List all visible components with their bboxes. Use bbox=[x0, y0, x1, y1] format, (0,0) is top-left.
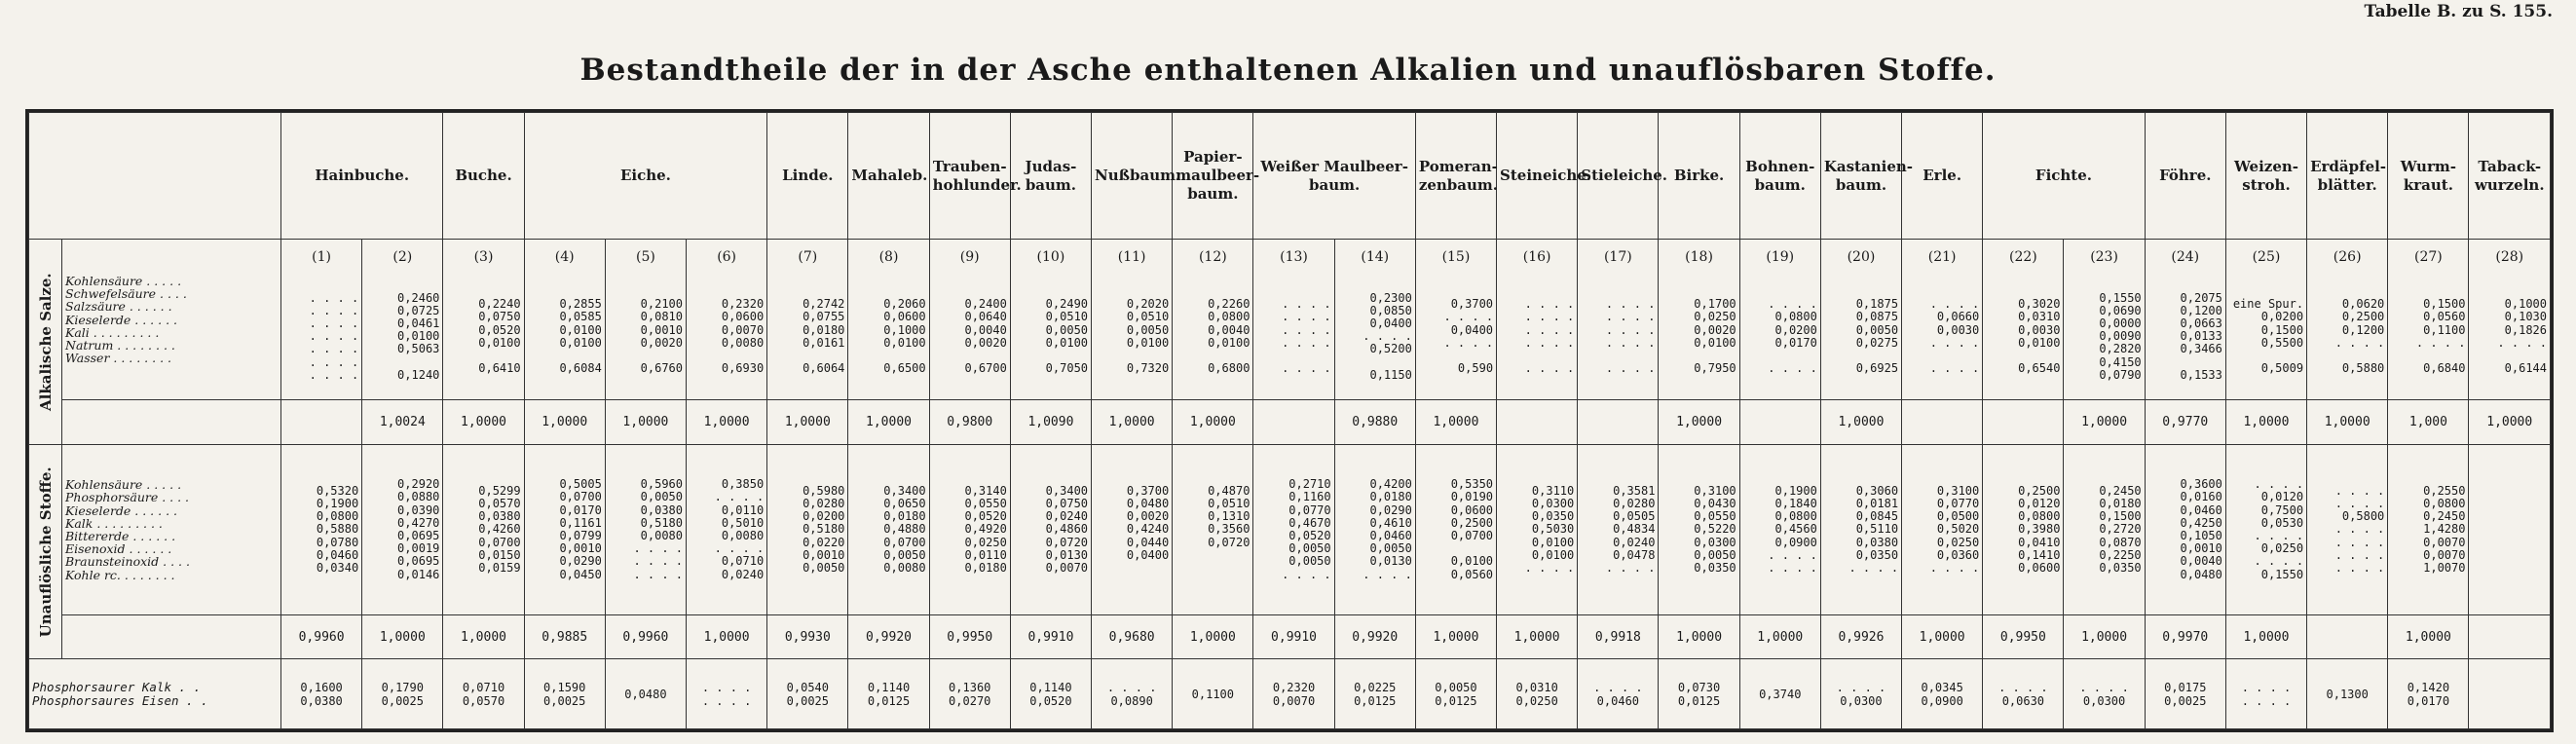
insoluble-sum: 0,9910 bbox=[1253, 614, 1334, 659]
column-header: Taback-wurzeln. bbox=[2469, 113, 2551, 240]
column-number: (26) bbox=[2307, 240, 2388, 275]
soluble-values: 0,3700 . . . . 0,0400 . . . . 0,590 bbox=[1415, 274, 1496, 400]
column-header: Nußbaum. bbox=[1092, 113, 1173, 240]
soluble-sum bbox=[1253, 400, 1334, 445]
insoluble-sum: 0,9920 bbox=[1334, 614, 1415, 659]
insoluble-values: 0,3110 0,0300 0,0350 0,5030 0,0100 0,0100 . . . . bbox=[1497, 445, 1578, 615]
soluble-sum bbox=[1983, 400, 2064, 445]
column-number-row bbox=[29, 240, 2551, 275]
column-header: Wurm-kraut. bbox=[2388, 113, 2469, 240]
soluble-sum: 1,0090 bbox=[1010, 400, 1091, 445]
insoluble-sum: 0,9950 bbox=[929, 614, 1010, 659]
column-number: (14) bbox=[1334, 240, 1415, 275]
column-number: (24) bbox=[2145, 240, 2225, 275]
insoluble-sum: 0,9926 bbox=[1820, 614, 1901, 659]
column-number: (16) bbox=[1497, 240, 1578, 275]
insoluble-values: . . . . 0,0120 0,7500 0,0530 . . . . 0,0250 . . . . 0,1550 bbox=[2225, 445, 2306, 615]
column-number: (27) bbox=[2388, 240, 2469, 275]
soluble-sum-row bbox=[29, 400, 2551, 445]
column-header: Weizen-stroh. bbox=[2225, 113, 2306, 240]
column-header: Kastanien-baum. bbox=[1820, 113, 1901, 240]
phosphate-values: 0,1300 bbox=[2307, 659, 2388, 729]
phosphate-values: 0,0345 0,0900 bbox=[1902, 659, 1983, 729]
phosphate-values: 0,1140 0,0520 bbox=[1010, 659, 1091, 729]
header-row bbox=[29, 113, 2551, 240]
insoluble-values: 0,3100 0,0770 0,0500 0,5020 0,0250 0,0360 . . . . bbox=[1902, 445, 1983, 615]
soluble-values: 0,2855 0,0585 0,0100 0,0100 0,6084 bbox=[524, 274, 605, 400]
soluble-values: 0,2020 0,0510 0,0050 0,0100 0,7320 bbox=[1092, 274, 1173, 400]
column-header: Pomeran-zenbaum. bbox=[1415, 113, 1496, 240]
phosphate-values: 0,1590 0,0025 bbox=[524, 659, 605, 729]
insoluble-sum: 0,9918 bbox=[1578, 614, 1659, 659]
insoluble-sum: 1,0000 bbox=[1415, 614, 1496, 659]
phosphate-values: 0,1140 0,0125 bbox=[848, 659, 929, 729]
column-number: (10) bbox=[1010, 240, 1091, 275]
soluble-sum: 1,0000 bbox=[605, 400, 686, 445]
phosphate-values: 0,0710 0,0570 bbox=[443, 659, 524, 729]
soluble-sum bbox=[281, 400, 362, 445]
column-header: Eiche. bbox=[524, 113, 767, 240]
soluble-sum: 1,0000 bbox=[2469, 400, 2551, 445]
column-header: Linde. bbox=[767, 113, 848, 240]
soluble-sum: 1,0000 bbox=[443, 400, 524, 445]
phosphate-values: 0,0175 0,0025 bbox=[2145, 659, 2225, 729]
soluble-sum bbox=[1739, 400, 1820, 445]
column-number: (4) bbox=[524, 240, 605, 275]
soluble-sum: 1,0000 bbox=[687, 400, 767, 445]
soluble-sum: 1,0024 bbox=[362, 400, 443, 445]
insoluble-sum: 1,0000 bbox=[2064, 614, 2145, 659]
soluble-sum: 1,0000 bbox=[1820, 400, 1901, 445]
insoluble-values: 0,3581 0,0280 0,0505 0,4834 0,0240 0,0478 . . . . bbox=[1578, 445, 1659, 615]
insoluble-sum: 1,0000 bbox=[1659, 614, 1739, 659]
column-number: (7) bbox=[767, 240, 848, 275]
soluble-values: 0,2060 0,0600 0,1000 0,0100 0,6500 bbox=[848, 274, 929, 400]
page-reference: Tabelle B. zu S. 155. bbox=[2364, 2, 2553, 21]
column-number: (1) bbox=[281, 240, 362, 275]
insoluble-values: 0,3700 0,0480 0,0020 0,4240 0,0440 0,0400 bbox=[1092, 445, 1173, 615]
insoluble-sum: 0,9950 bbox=[1983, 614, 2064, 659]
soluble-values: 0,1700 0,0250 0,0020 0,0100 0,7950 bbox=[1659, 274, 1739, 400]
soluble-values: 0,3020 0,0310 0,0030 0,0100 0,6540 bbox=[1983, 274, 2064, 400]
insoluble-values: 0,5005 0,0700 0,0170 0,1161 0,0799 0,0010 0,0290 0,0450 bbox=[524, 445, 605, 615]
insoluble-sum: 1,0000 bbox=[1173, 614, 1253, 659]
insoluble-values: 0,5960 0,0050 0,0380 0,5180 0,0080 . . . . . . . . . . . . bbox=[605, 445, 686, 615]
soluble-component-names: Kohlensäure . . . . . Schwefelsäure . . . . Salzsäure . . . . . . Kieselerde . . . . . . Kali . . . . . . . . . Natrum . . . . . . . . Wasser . . . . . . . . bbox=[62, 240, 281, 400]
soluble-sum: 1,0000 bbox=[2307, 400, 2388, 445]
soluble-sum: 1,0000 bbox=[1092, 400, 1173, 445]
soluble-values: . . . . . . . . . . . . . . . . . . . . . . . . . . . . bbox=[281, 274, 362, 400]
soluble-sum: 1,0000 bbox=[2225, 400, 2306, 445]
soluble-sum: 1,0000 bbox=[2064, 400, 2145, 445]
insoluble-sum: 1,0000 bbox=[362, 614, 443, 659]
soluble-sum: 1,000 bbox=[2388, 400, 2469, 445]
column-header: Steineiche. bbox=[1497, 113, 1578, 240]
soluble-values: 0,1550 0,0690 0,0000 0,0090 0,2820 0,4150 0,0790 bbox=[2064, 274, 2145, 400]
column-header: Föhre. bbox=[2145, 113, 2225, 240]
column-number: (20) bbox=[1820, 240, 1901, 275]
soluble-sum: 0,9800 bbox=[929, 400, 1010, 445]
insoluble-sum-row bbox=[29, 614, 2551, 659]
phosphate-values: 0,1360 0,0270 bbox=[929, 659, 1010, 729]
soluble-values: 0,1875 0,0875 0,0050 0,0275 0,6925 bbox=[1820, 274, 1901, 400]
insoluble-values: 0,5980 0,0280 0,0200 0,5180 0,0220 0,0010 0,0050 bbox=[767, 445, 848, 615]
soluble-values: eine Spur. 0,0200 0,1500 0,5500 0,5009 bbox=[2225, 274, 2306, 400]
column-number: (18) bbox=[1659, 240, 1739, 275]
insoluble-values-row bbox=[29, 445, 2551, 615]
soluble-values: . . . . 0,0800 0,0200 0,0170 . . . . bbox=[1739, 274, 1820, 400]
soluble-sum: 0,9770 bbox=[2145, 400, 2225, 445]
column-header: Hainbuche. bbox=[281, 113, 443, 240]
column-header: Fichte. bbox=[1983, 113, 2145, 240]
phosphate-values: . . . . . . . . bbox=[2225, 659, 2306, 729]
phosphate-values: . . . . . . . . bbox=[687, 659, 767, 729]
soluble-values: 0,1000 0,1030 0,1826 . . . . 0,6144 bbox=[2469, 274, 2551, 400]
soluble-sum bbox=[1497, 400, 1578, 445]
column-number: (28) bbox=[2469, 240, 2551, 275]
insoluble-values bbox=[2469, 445, 2551, 615]
soluble-sum-label bbox=[62, 400, 281, 445]
insoluble-sum: 0,9680 bbox=[1092, 614, 1173, 659]
soluble-sum: 1,0000 bbox=[524, 400, 605, 445]
column-number: (21) bbox=[1902, 240, 1983, 275]
insoluble-values: 0,1900 0,1840 0,0800 0,4560 0,0900 . . . . . . . . bbox=[1739, 445, 1820, 615]
soluble-values: . . . . . . . . . . . . . . . . . . . . bbox=[1497, 274, 1578, 400]
soluble-values: 0,2075 0,1200 0,0663 0,0133 0,3466 0,1533 bbox=[2145, 274, 2225, 400]
insoluble-sum: 0,9960 bbox=[605, 614, 686, 659]
soluble-sum bbox=[1578, 400, 1659, 445]
insoluble-values: 0,5350 0,0190 0,0600 0,2500 0,0700 0,0100 0,0560 bbox=[1415, 445, 1496, 615]
phosphate-values: 0,1100 bbox=[1173, 659, 1253, 729]
phosphate-values: 0,1600 0,0380 bbox=[281, 659, 362, 729]
insoluble-sum: 0,9910 bbox=[1010, 614, 1091, 659]
soluble-values: 0,2742 0,0755 0,0180 0,0161 0,6064 bbox=[767, 274, 848, 400]
insoluble-values: 0,2710 0,1160 0,0770 0,4670 0,0520 0,0050 0,0050 . . . . bbox=[1253, 445, 1334, 615]
insoluble-values: 0,2500 0,0120 0,0800 0,3980 0,0410 0,1410 0,0600 bbox=[1983, 445, 2064, 615]
phosphate-values: . . . . 0,0890 bbox=[1092, 659, 1173, 729]
phosphate-values: 0,1790 0,0025 bbox=[362, 659, 443, 729]
soluble-values: 0,2460 0,0725 0,0461 0,0100 0,5063 0,1240 bbox=[362, 274, 443, 400]
column-number: (12) bbox=[1173, 240, 1253, 275]
soluble-values: 0,2300 0,0850 0,0400 . . . . 0,5200 0,1150 bbox=[1334, 274, 1415, 400]
soluble-values: 0,2260 0,0800 0,0040 0,0100 0,6800 bbox=[1173, 274, 1253, 400]
insoluble-component-names: Kohlensäure . . . . . Phosphorsäure . . . . Kieselerde . . . . . . Kalk . . . . . . . . . Bittererde . . . . . . Eisenoxid . . . . . . Braunsteinoxid . . . . Kohle rc. . . . . . . . bbox=[62, 445, 281, 615]
column-header: Trauben-hohlunder. bbox=[929, 113, 1010, 240]
column-number: (5) bbox=[605, 240, 686, 275]
insoluble-values: 0,3060 0,0181 0,0845 0,5110 0,0380 0,0350 . . . . bbox=[1820, 445, 1901, 615]
soluble-sum: 1,0000 bbox=[848, 400, 929, 445]
insoluble-values: 0,3100 0,0430 0,0550 0,5220 0,0300 0,0050 0,0350 bbox=[1659, 445, 1739, 615]
soluble-sum: 1,0000 bbox=[1659, 400, 1739, 445]
column-header: Weißer Maulbeer-baum. bbox=[1253, 113, 1415, 240]
phosphate-values: . . . . 0,0300 bbox=[1820, 659, 1901, 729]
insoluble-sum: 1,0000 bbox=[1902, 614, 1983, 659]
column-number: (8) bbox=[848, 240, 929, 275]
phosphate-values: 0,0225 0,0125 bbox=[1334, 659, 1415, 729]
column-number: (23) bbox=[2064, 240, 2145, 275]
phosphate-values: 0,0730 0,0125 bbox=[1659, 659, 1739, 729]
soluble-values: 0,2490 0,0510 0,0050 0,0100 0,7050 bbox=[1010, 274, 1091, 400]
soluble-values: . . . . . . . . . . . . . . . . . . . . bbox=[1578, 274, 1659, 400]
soluble-values: 0,2320 0,0600 0,0070 0,0080 0,6930 bbox=[687, 274, 767, 400]
column-number: (11) bbox=[1092, 240, 1173, 275]
insoluble-sum: 0,9970 bbox=[2145, 614, 2225, 659]
insoluble-sum: 0,9930 bbox=[767, 614, 848, 659]
soluble-values: 0,0620 0,2500 0,1200 . . . . 0,5880 bbox=[2307, 274, 2388, 400]
soluble-values-row bbox=[29, 274, 2551, 400]
soluble-values: . . . . 0,0660 0,0030 . . . . . . . . bbox=[1902, 274, 1983, 400]
soluble-values: 0,2400 0,0640 0,0040 0,0020 0,6700 bbox=[929, 274, 1010, 400]
soluble-sum: 1,0000 bbox=[1173, 400, 1253, 445]
insoluble-sum: 1,0000 bbox=[1497, 614, 1578, 659]
column-header: Stieleiche. bbox=[1578, 113, 1659, 240]
insoluble-sum: 0,9920 bbox=[848, 614, 929, 659]
column-header: Judas-baum. bbox=[1010, 113, 1091, 240]
ash-components-table bbox=[28, 112, 2551, 729]
soluble-sum bbox=[1902, 400, 1983, 445]
insoluble-values: 0,3400 0,0650 0,0180 0,4880 0,0700 0,0050 0,0080 bbox=[848, 445, 929, 615]
column-number: (25) bbox=[2225, 240, 2306, 275]
insoluble-values: 0,3600 0,0160 0,0460 0,4250 0,1050 0,0010 0,0040 0,0480 bbox=[2145, 445, 2225, 615]
column-number: (9) bbox=[929, 240, 1010, 275]
insoluble-values: 0,3850 . . . . 0,0110 0,5010 0,0080 . . . . 0,0710 0,0240 bbox=[687, 445, 767, 615]
phosphate-values: 0,0480 bbox=[605, 659, 686, 729]
insoluble-sum: 1,0000 bbox=[1739, 614, 1820, 659]
insoluble-sum: 1,0000 bbox=[687, 614, 767, 659]
insoluble-sum bbox=[2307, 614, 2388, 659]
insoluble-values: 0,2550 0,0800 0,2450 1,4280 0,0070 0,0070 1,0070 bbox=[2388, 445, 2469, 615]
column-header: Papier-maulbeer-baum. bbox=[1173, 113, 1253, 240]
group-label-insoluble: Unauflösliche Stoffe. bbox=[29, 445, 62, 659]
phosphate-row bbox=[29, 659, 2551, 729]
phosphate-values: 0,0540 0,0025 bbox=[767, 659, 848, 729]
phosphate-names: Phosphorsaurer Kalk . . Phosphorsaures Eisen . . bbox=[29, 659, 281, 729]
column-header: Birke. bbox=[1659, 113, 1739, 240]
soluble-values: . . . . . . . . . . . . . . . . . . . . bbox=[1253, 274, 1334, 400]
column-header: Erdäpfel-blätter. bbox=[2307, 113, 2388, 240]
insoluble-values: 0,2450 0,0180 0,1500 0,2720 0,0870 0,2250 0,0350 bbox=[2064, 445, 2145, 615]
header-stub bbox=[29, 113, 281, 240]
soluble-sum: 0,9880 bbox=[1334, 400, 1415, 445]
column-number: (19) bbox=[1739, 240, 1820, 275]
insoluble-values: . . . . . . . . 0,5800 . . . . . . . . . . . . . . . . bbox=[2307, 445, 2388, 615]
soluble-values: 0,1500 0,0560 0,1100 . . . . 0,6840 bbox=[2388, 274, 2469, 400]
insoluble-sum: 0,9885 bbox=[524, 614, 605, 659]
phosphate-values: . . . . 0,0300 bbox=[2064, 659, 2145, 729]
phosphate-values: 0,3740 bbox=[1739, 659, 1820, 729]
soluble-values: 0,2240 0,0750 0,0520 0,0100 0,6410 bbox=[443, 274, 524, 400]
column-number: (17) bbox=[1578, 240, 1659, 275]
column-number: (3) bbox=[443, 240, 524, 275]
column-header: Bohnen-baum. bbox=[1739, 113, 1820, 240]
insoluble-values: 0,3400 0,0750 0,0240 0,4860 0,0720 0,0130 0,0070 bbox=[1010, 445, 1091, 615]
phosphate-values: 0,0310 0,0250 bbox=[1497, 659, 1578, 729]
insoluble-sum bbox=[2469, 614, 2551, 659]
insoluble-values: 0,5320 0,1900 0,0800 0,5880 0,0780 0,0460 0,0340 bbox=[281, 445, 362, 615]
insoluble-values: 0,2920 0,0880 0,0390 0,4270 0,0695 0,0019 0,0695 0,0146 bbox=[362, 445, 443, 615]
column-header: Buche. bbox=[443, 113, 524, 240]
soluble-sum: 1,0000 bbox=[1415, 400, 1496, 445]
phosphate-values: . . . . 0,0630 bbox=[1983, 659, 2064, 729]
column-header: Erle. bbox=[1902, 113, 1983, 240]
phosphate-values: 0,2320 0,0070 bbox=[1253, 659, 1334, 729]
soluble-values: 0,2100 0,0810 0,0010 0,0020 0,6760 bbox=[605, 274, 686, 400]
insoluble-sum: 1,0000 bbox=[2388, 614, 2469, 659]
column-number: (6) bbox=[687, 240, 767, 275]
insoluble-sum: 0,9960 bbox=[281, 614, 362, 659]
column-number: (13) bbox=[1253, 240, 1334, 275]
column-header: Mahaleb. bbox=[848, 113, 929, 240]
insoluble-values: 0,5299 0,0570 0,0380 0,4260 0,0700 0,0150 0,0159 bbox=[443, 445, 524, 615]
insoluble-sum-label bbox=[62, 614, 281, 659]
soluble-sum: 1,0000 bbox=[767, 400, 848, 445]
column-number: (22) bbox=[1983, 240, 2064, 275]
group-label-soluble: Alkalische Salze. bbox=[29, 240, 62, 445]
phosphate-values: 0,1420 0,0170 bbox=[2388, 659, 2469, 729]
phosphate-values bbox=[2469, 659, 2551, 729]
table-title: Bestandtheile der in der Asche enthaltenen Alkalien und unauflösbaren Stoffe. bbox=[579, 53, 1997, 88]
phosphate-values: 0,0050 0,0125 bbox=[1415, 659, 1496, 729]
insoluble-values: 0,3140 0,0550 0,0520 0,4920 0,0250 0,0110 0,0180 bbox=[929, 445, 1010, 615]
insoluble-values: 0,4200 0,0180 0,0290 0,4610 0,0460 0,0050 0,0130 . . . . bbox=[1334, 445, 1415, 615]
insoluble-sum: 1,0000 bbox=[443, 614, 524, 659]
phosphate-values: . . . . 0,0460 bbox=[1578, 659, 1659, 729]
column-number: (15) bbox=[1415, 240, 1496, 275]
insoluble-values: 0,4870 0,0510 0,1310 0,3560 0,0720 bbox=[1173, 445, 1253, 615]
insoluble-sum: 1,0000 bbox=[2225, 614, 2306, 659]
column-number: (2) bbox=[362, 240, 443, 275]
